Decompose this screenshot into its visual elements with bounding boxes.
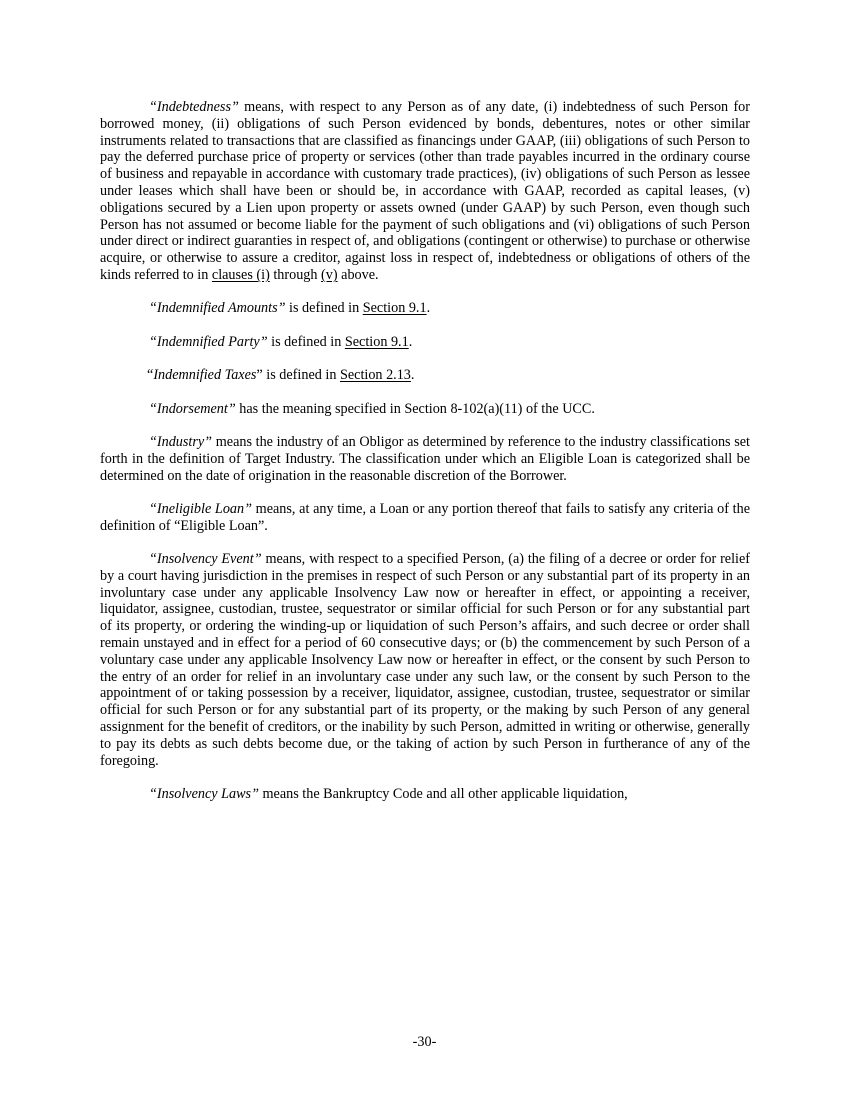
defined-term: Indemnified Taxes — [153, 367, 257, 384]
defined-term: “Insolvency Laws” — [149, 786, 259, 803]
cross-reference-section: Section 9.1 — [362, 300, 427, 317]
defined-term: “Indebtedness” — [149, 99, 239, 115]
definition-indebtedness — [100, 99, 750, 284]
definition-text: means, with respect to any Person as of any date, (i) indebtedness of such Person for borrowed money, (ii) obligations of such Person evidenced by bonds, debentures, notes or other similar instruments related to transactions that are classified as financings under GAAP, (iii) obligations of such Person to pay the deferred purchase price of property or services (other than trade payables incurred in the ordinary course of business and repayable in accordance with customary trade practices), (iv) obligations of such Person as lessee under leases which shall have been or should be, in accordance with GAAP, recorded as capital leases, (v) obligations secured by a Lien upon property or assets owned (under GAAP) by such Person, even though such Person has not assumed or become liable for the payment of such obligations and (vi) obligations of such Person under direct or indirect guaranties in respect of, and obligations (contingent or otherwise) to purchase or otherwise acquire, or otherwise to assure a creditor, against loss in respect of, indebtedness or obligations of others of the kinds referred to in — [100, 99, 750, 283]
cross-reference-section: Section 9.1 — [344, 333, 409, 350]
defined-term: “Industry” — [149, 433, 213, 450]
definition-text: has the meaning specified in Section 8-102(a)(11) of the UCC. — [235, 400, 595, 417]
cross-reference-section: Section 2.13 — [339, 367, 411, 384]
definition-ineligible-loan — [100, 501, 750, 535]
definition-text: above. — [337, 266, 379, 283]
defined-term: “Insolvency Event” — [149, 551, 262, 568]
definition-indemnified-taxes — [100, 367, 750, 384]
definition-insolvency-laws — [100, 786, 750, 803]
cross-reference-clause-v: (v) — [321, 266, 338, 283]
defined-term: “Indemnified Party” — [149, 333, 268, 350]
definition-indemnified-party — [100, 334, 750, 351]
definition-indorsement — [100, 401, 750, 418]
defined-term: “Indemnified Amounts” — [149, 300, 286, 317]
definition-indemnified-amounts — [100, 300, 750, 317]
definition-text: through — [269, 266, 322, 283]
definition-insolvency-event — [100, 551, 750, 769]
definition-industry — [100, 434, 750, 484]
definition-text: means the Bankruptcy Code and all other applicable liquidation, — [258, 786, 628, 803]
document-page — [100, 99, 750, 819]
definition-text: is defined in — [262, 367, 340, 384]
definition-text: means the industry of an Obligor as determined by reference to the industry classifications set forth in the definition of Target Industry. The classification under which an Eligible Loan is categorized shall be determined on the date of origination in the reasonable discretion of the Borrower. — [100, 433, 750, 484]
definition-text: means, with respect to a specified Person, (a) the filing of a decree or order for relief by a court having jurisdiction in the premises in respect of such Person or any substantial part of its property in an involuntary case under any applicable Insolvency Law now or hereafter in effect, or appointing a receiver, liquidator, assignee, custodian, trustee, sequestrator or similar official for such Person or for any substantial part of its property, or ordering the winding-up or liquidation of such Person’s affairs, and such decree or order shall remain unstayed and in effect for a period of 60 consecutive days; or (b) the commencement by such Person of a voluntary case under any applicable Insolvency Law now or hereafter in effect, or the consent by such Person to the entry of an order for relief in an involuntary case under any such law, or the consent by such Person to the appointment of or taking possession by a receiver, liquidator, assignee, custodian, trustee, sequestrator or similar official for such Person or for any substantial part of its property, or the making by such Person of any general assignment for the benefit of creditors, or the inability by such Person, admitted in writing or otherwise, generally to pay its debts as such debts become due, or the taking of action by such Person in furtherance of any of the foregoing. — [100, 551, 751, 769]
cross-reference-clause-i: clauses (i) — [211, 266, 270, 283]
close-quote: ” — [256, 367, 263, 384]
definition-text: is defined in — [267, 333, 345, 350]
defined-term: “Indorsement” — [149, 400, 236, 417]
page-number: -30- — [412, 1034, 437, 1050]
definition-text: . — [410, 367, 415, 384]
definition-text: . — [408, 333, 413, 350]
defined-term: “Ineligible Loan” — [149, 500, 252, 517]
definition-text: . — [426, 300, 431, 317]
open-quote: “ — [147, 367, 154, 384]
definition-text: is defined in — [285, 300, 363, 317]
definition-text: means, at any time, a Loan or any portion thereof that fails to satisfy any criteria of the definition of “Eligible Loan”. — [100, 500, 750, 534]
